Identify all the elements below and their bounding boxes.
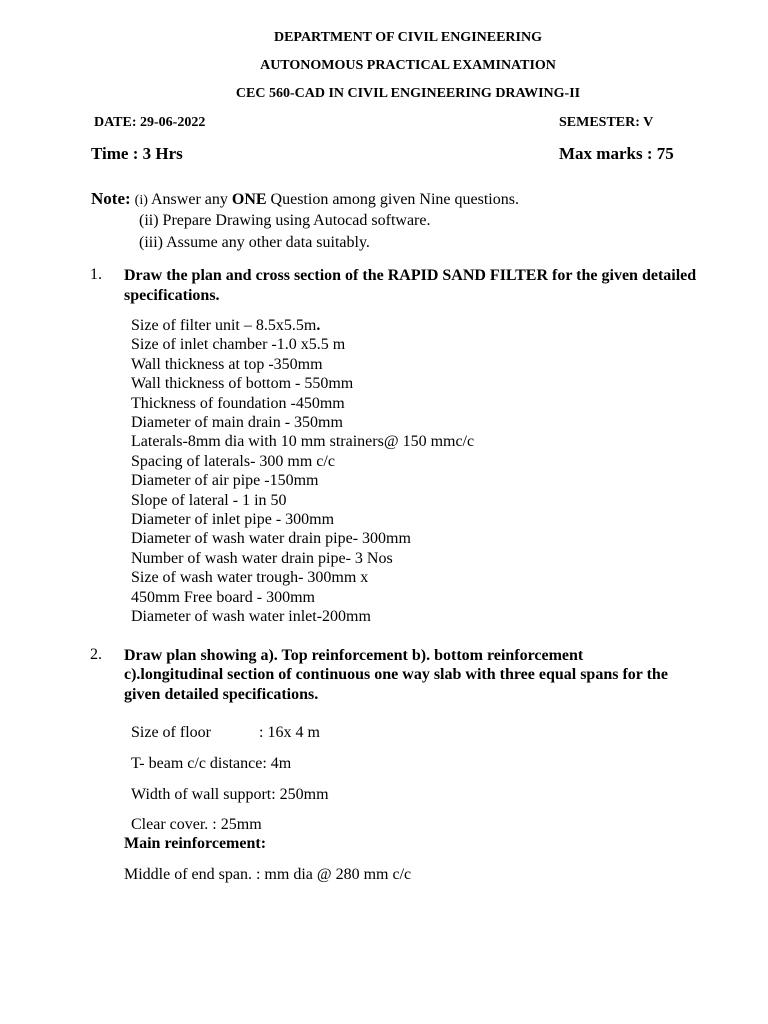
spec-item: Diameter of wash water drain pipe- 300mm [131, 530, 411, 548]
spec-item: Slope of lateral - 1 in 50 [131, 491, 287, 509]
note-label: Note: [91, 189, 131, 208]
department-heading: DEPARTMENT OF CIVIL ENGINEERING [273, 30, 542, 45]
note-line-1 [91, 189, 519, 209]
spec-item: Wall thickness of bottom - 550mm [131, 375, 354, 393]
note-text-a: Answer any [151, 191, 228, 208]
question-1-title-line-2: specifications. [124, 287, 220, 304]
spec-item: 450mm Free board - 300mm [131, 588, 315, 606]
note-item-prefix: (i) [134, 193, 148, 208]
spec-item: Size of inlet chamber -1.0 x5.5 m [131, 336, 346, 354]
max-marks: Max marks : 75 [559, 144, 674, 163]
note-line-3: (iii) Assume any other data suitably. [139, 234, 370, 251]
question-1-specifications [131, 316, 474, 627]
clear-cover: Clear cover. : 25mm [131, 816, 262, 833]
spec-item-period: . [316, 317, 321, 334]
spec-item [131, 316, 474, 335]
spec-item-text: Size of filter unit – 8.5x5.5m [131, 317, 317, 334]
question-2-title-line-3: given detailed specifications. [124, 686, 319, 703]
exam-date: DATE: 29-06-2022 [94, 115, 206, 130]
question-2-title-line-1: Draw plan showing a). Top reinforcement b). bottom reinforcement [124, 647, 584, 664]
spec-item: Diameter of wash water inlet-200mm [131, 608, 371, 626]
floor-size-label: Size of floor [131, 724, 211, 741]
course-heading: CEC 560-CAD IN CIVIL ENGINEERING DRAWING-II [235, 86, 581, 101]
question-1-number: 1. [90, 266, 102, 283]
question-2-title-line-2: c).longitudinal section of continuous one way slab with three equal spans for the [124, 666, 668, 683]
note-line-2: (ii) Prepare Drawing using Autocad software. [139, 212, 431, 229]
semester: SEMESTER: V [559, 115, 654, 130]
exam-time: Time : 3 Hrs [91, 144, 183, 163]
question-2-number: 2. [90, 646, 102, 663]
main-reinforcement-heading: Main reinforcement: [124, 835, 267, 852]
spec-item: Wall thickness at top -350mm [131, 355, 323, 373]
spec-item: Diameter of main drain - 350mm [131, 414, 343, 432]
middle-end-span: Middle of end span. : mm dia @ 280 mm c/c [124, 866, 412, 883]
spec-item: Laterals-8mm dia with 10 mm strainers@ 150 mmc/c [131, 433, 475, 451]
question-1-title-line-1: Draw the plan and cross section of the RAPID SAND FILTER for the given detailed [124, 267, 697, 284]
spec-item: Size of wash water trough- 300mm x [131, 569, 369, 587]
floor-size-value: : 16x 4 m [259, 724, 320, 741]
wall-support-width: Width of wall support: 250mm [131, 786, 329, 803]
note-text-b: Question among given Nine questions. [270, 191, 519, 208]
spec-item: Diameter of air pipe -150mm [131, 472, 319, 490]
spec-item: Thickness of foundation -450mm [131, 394, 345, 412]
spec-item: Spacing of laterals- 300 mm c/c [131, 452, 335, 470]
spec-item: Diameter of inlet pipe - 300mm [131, 511, 335, 529]
spec-item: Number of wash water drain pipe- 3 Nos [131, 549, 393, 567]
exam-heading: AUTONOMOUS PRACTICAL EXAMINATION [260, 58, 556, 73]
note-one-emphasis: ONE [231, 191, 267, 208]
tbeam-distance: T- beam c/c distance: 4m [131, 755, 292, 772]
